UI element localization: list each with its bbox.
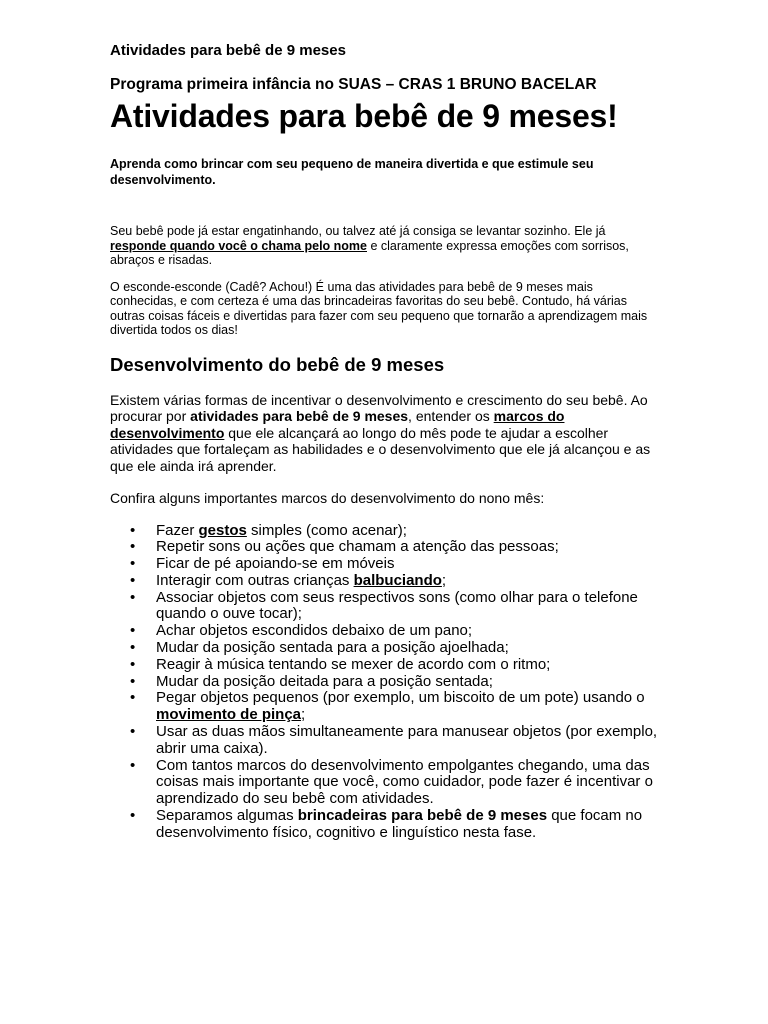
list-item: [130, 756, 660, 808]
bullet-icon: •: [130, 538, 136, 556]
gestures-link[interactable]: gestos: [198, 521, 247, 539]
intro-text-2: e claramente expressa emoções com sorrisos, abraços e risadas.: [110, 238, 629, 267]
development-text-1: Existem várias formas de incentivar o desenvolvimento e crescimento do seu bebê. Ao procurar por: [110, 391, 648, 424]
list-item-text: Associar objetos com seus respectivos sons (como olhar para o telefone quando o ouve tocar);: [156, 588, 638, 623]
bullet-icon: •: [130, 723, 136, 741]
activities-bold: atividades para bebê de 9 meses: [190, 408, 409, 424]
bullet-icon: •: [130, 639, 136, 657]
bullet-icon: •: [130, 588, 136, 606]
bullet-icon: •: [130, 521, 136, 539]
list-item: [130, 689, 660, 724]
list-item: [130, 538, 660, 556]
milestones-list: [110, 523, 660, 842]
list-item-text: Usar as duas mãos simultaneamente para manusear objetos (por exemplo, abrir uma caixa).: [156, 723, 658, 757]
games-bold: brincadeiras para bebê de 9 meses: [297, 807, 548, 825]
list-item: [130, 807, 660, 842]
pincer-grasp-link[interactable]: movimento de pinça: [156, 706, 302, 724]
bullet-icon: •: [130, 571, 136, 589]
peekaboo-paragraph: O esconde-esconde (Cadê? Achou!) É uma das atividades para bebê de 9 meses mais conhecidas, e com certeza é uma das brincadeiras favoritas do seu bebê. Contudo, há várias outras coisas fáceis e divertidas para fazer com seu pequeno que tornarão a aprendizagem mais divertida todos os dias!: [110, 279, 648, 337]
list-item-text: Pegar objetos pequenos (por exemplo, um biscoito de um pote) usando o: [156, 689, 645, 707]
list-item: [130, 588, 660, 624]
intro-text-1: Seu bebê pode já estar engatinhando, ou talvez até já consiga se levantar sozinho. Ele já: [110, 224, 606, 238]
list-item-text: Fazer: [156, 521, 199, 539]
name-response-link[interactable]: responde quando você o chama pelo nome: [110, 238, 367, 253]
list-item: [130, 723, 660, 758]
milestones-link[interactable]: marcos do desenvolvimento: [110, 408, 565, 441]
bullet-icon: •: [130, 807, 136, 825]
bullet-icon: •: [130, 756, 136, 774]
list-item-text: Com tantos marcos do desenvolvimento empolgantes chegando, uma das coisas mais importante que você, como cuidador, pode fazer é incentivar o aprendizado do seu bebê com atividades.: [156, 756, 653, 808]
list-item-text: Repetir sons ou ações que chamam a atenção das pessoas;: [156, 538, 559, 556]
main-heading: Atividades para bebê de 9 meses!: [110, 98, 618, 134]
list-item-text: Separamos algumas: [156, 807, 298, 825]
development-text-2: , entender os: [408, 408, 494, 424]
list-item: [130, 571, 660, 590]
list-item-text: simples (como acenar);: [246, 521, 407, 539]
list-item: [130, 639, 660, 657]
list-item: [130, 672, 660, 691]
document-title: Atividades para bebê de 9 meses: [110, 42, 346, 59]
bullet-icon: •: [130, 622, 136, 640]
intro-paragraph: [110, 224, 660, 268]
bullet-icon: •: [130, 555, 136, 573]
list-item-text: Mudar da posição deitada para a posição sentada;: [156, 672, 493, 690]
lead-paragraph: Aprenda como brincar com seu pequeno de maneira divertida e que estimule seu desenvolvimento.: [110, 157, 594, 187]
babbling-link[interactable]: balbuciando: [353, 571, 442, 589]
list-item: [130, 622, 660, 640]
bullet-icon: •: [130, 672, 136, 690]
bullet-icon: •: [130, 655, 136, 673]
bullet-icon: •: [130, 689, 136, 707]
list-item-text: Mudar da posição sentada para a posição ajoelhada;: [156, 639, 509, 657]
list-item-text: que focam no desenvolvimento físico, cognitivo e linguístico nesta fase.: [156, 807, 643, 841]
list-item-text: Ficar de pé apoiando-se em móveis: [156, 555, 395, 573]
program-line: Programa primeira infância no SUAS – CRAS 1 BRUNO BACELAR: [110, 76, 597, 93]
list-item-text: ;: [301, 706, 306, 724]
list-item-text: Interagir com outras crianças: [156, 571, 354, 589]
development-paragraph: [110, 392, 660, 475]
list-item: [130, 521, 660, 540]
list-item-text: Achar objetos escondidos debaixo de um pano;: [156, 622, 473, 640]
list-item-text: ;: [441, 571, 447, 589]
list-item: [130, 655, 660, 674]
section-heading: Desenvolvimento do bebê de 9 meses: [110, 353, 445, 375]
list-item: [130, 555, 660, 573]
milestones-intro: Confira alguns importantes marcos do desenvolvimento do nono mês:: [110, 490, 545, 506]
development-text-3: que ele alcançará ao longo do mês pode te ajudar a escolher atividades que fortaleçam as habilidades e o desenvolvimento que ele já alcançou e as que ele ainda irá aprender.: [110, 424, 651, 474]
list-item-text: Reagir à música tentando se mexer de acordo com o ritmo;: [156, 655, 551, 673]
